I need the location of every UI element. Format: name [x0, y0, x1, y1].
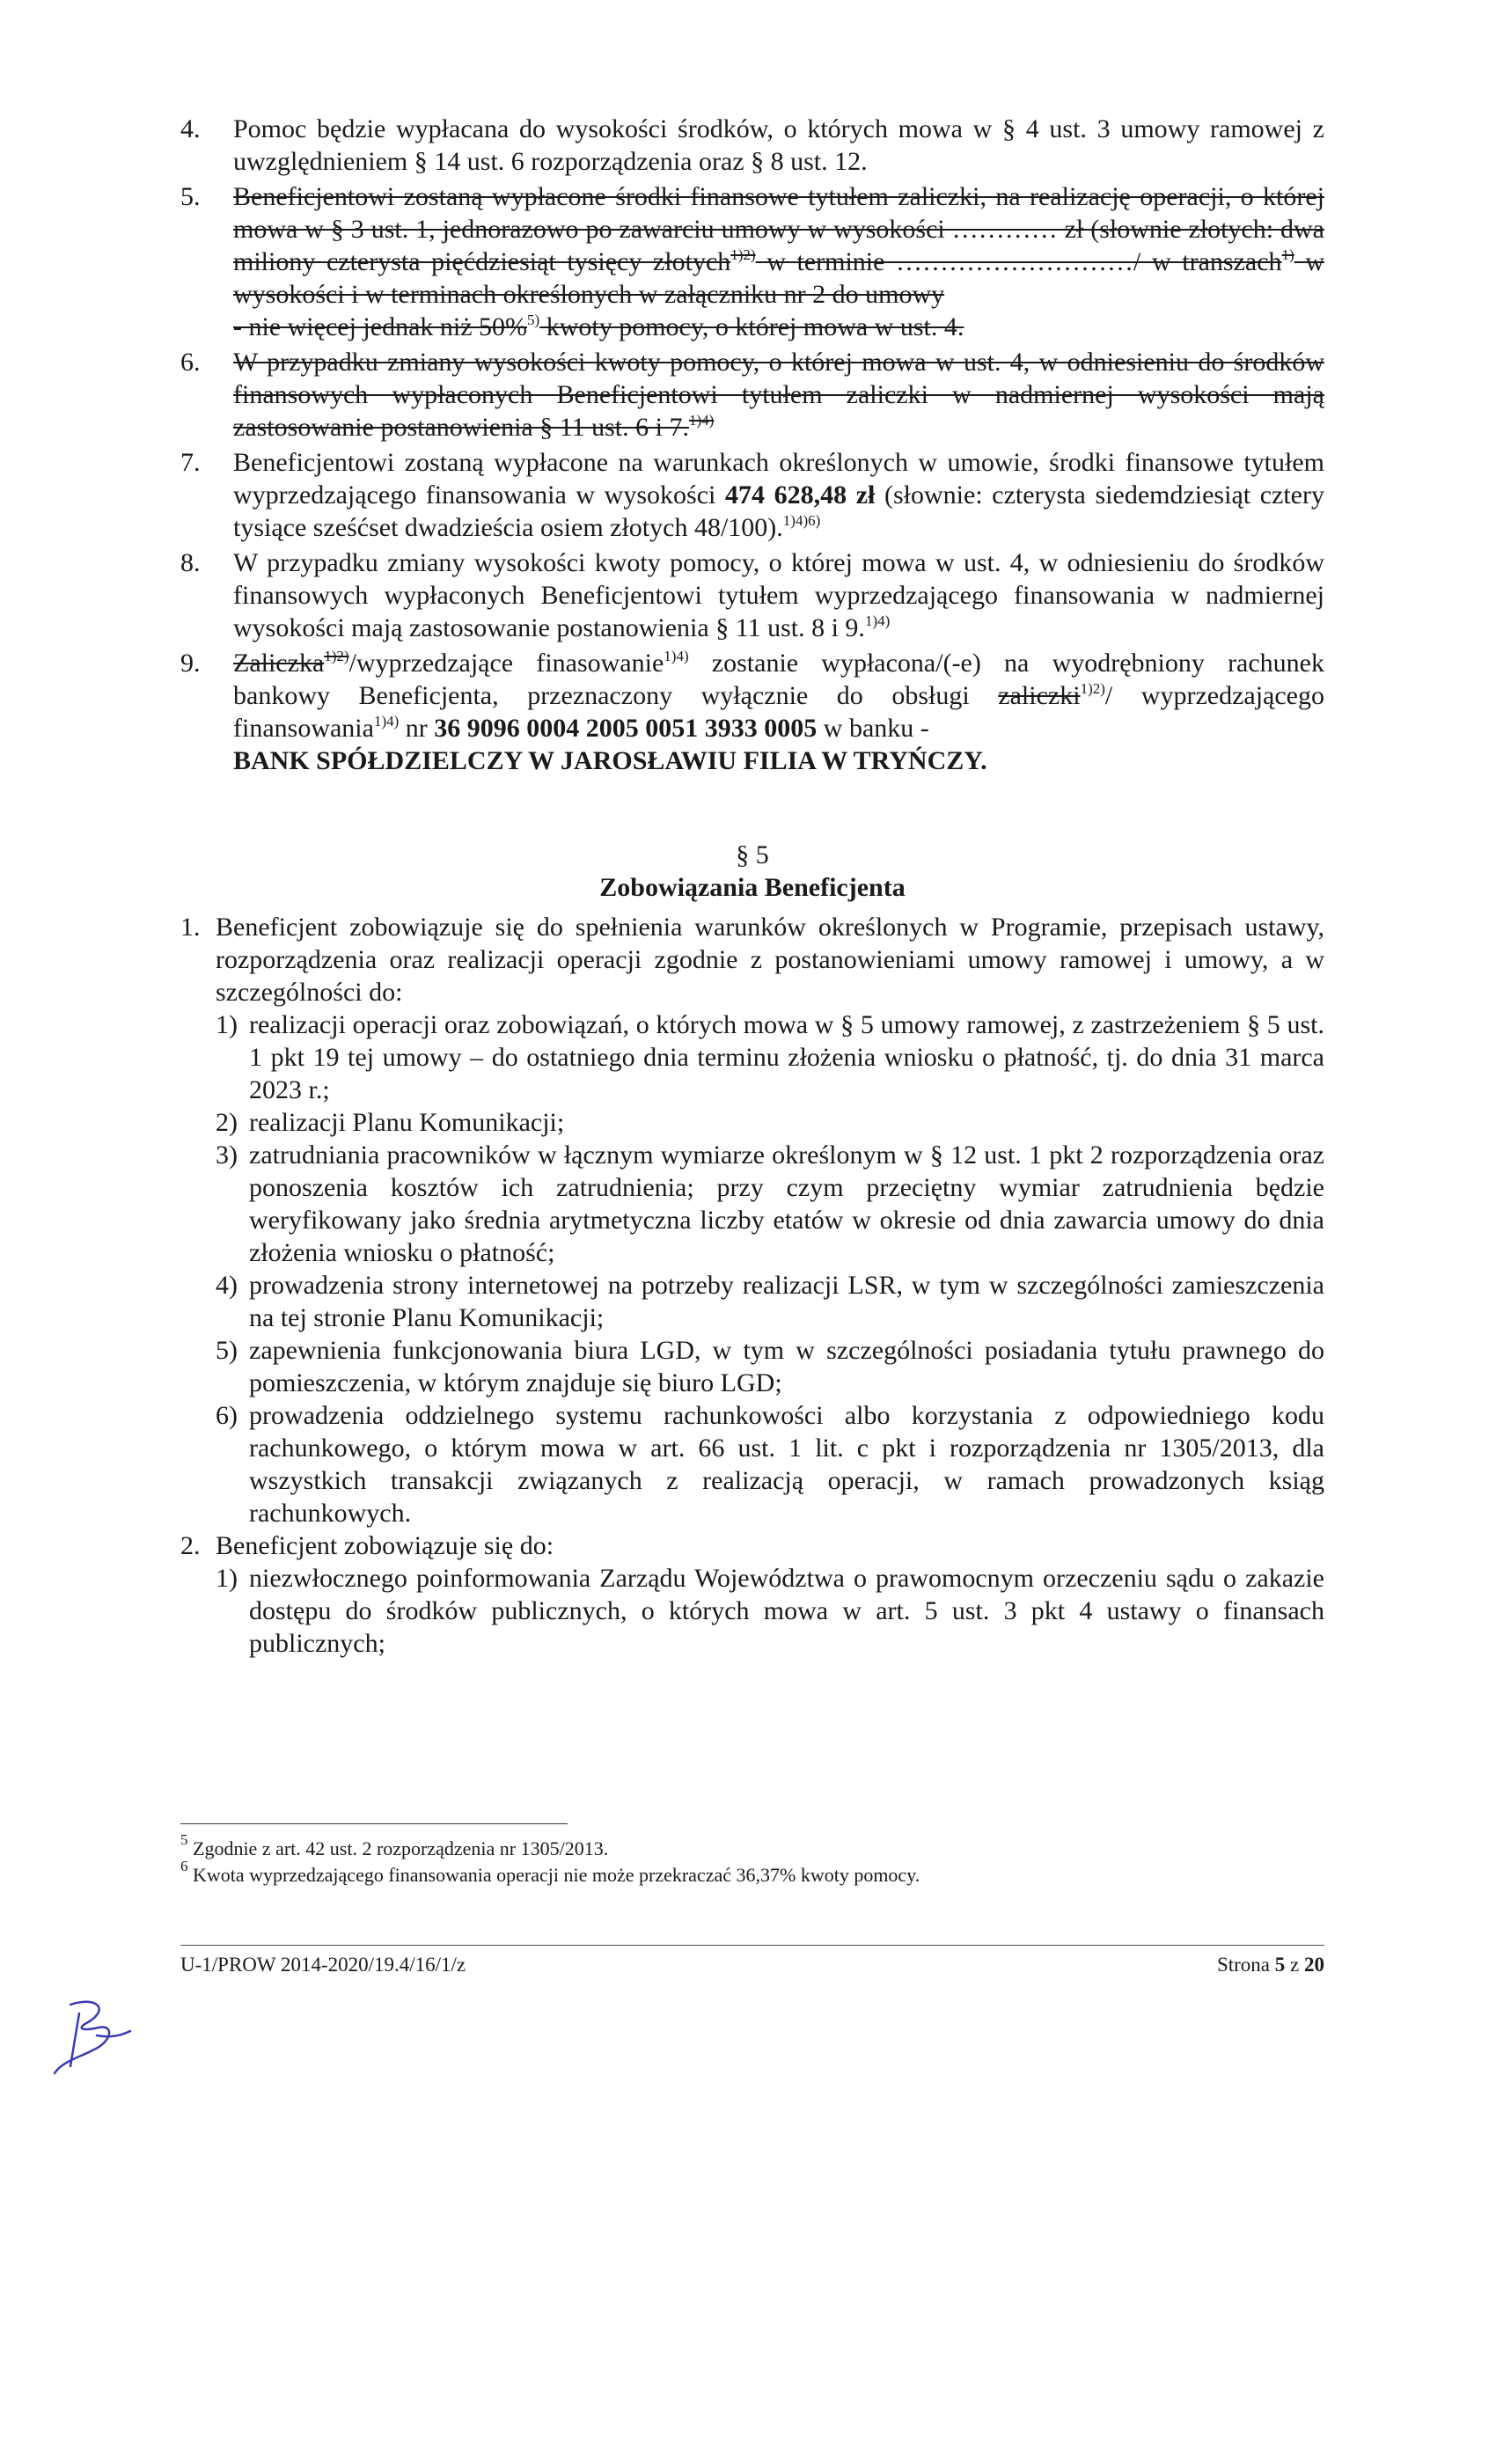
paragraph-text: Pomoc będzie wypłacana do wysokości środków, o których mowa w § 4 ust. 3 umowy ramowej z uwzględnieniem § 14 ust. 6 rozporządzenia oraz § 8 ust. 12. — [233, 114, 1324, 176]
paragraph-text: nr — [399, 714, 435, 743]
footnote-ref: 1)4) — [864, 612, 891, 629]
list-item-text: realizacji Planu Komunikacji; — [249, 1108, 565, 1137]
struck-text: w terminie ………………………/ w transzach — [755, 247, 1282, 276]
list-item — [216, 1106, 1324, 1139]
footnotes — [180, 1831, 1236, 1888]
paragraph-text: Beneficjentowi zostaną wypłacone na warunkach określonych w umowie, środki finansowe tytułem wyprzedzającego finansowania w wysokości — [233, 448, 1324, 510]
footnote-ref: 1) — [1281, 246, 1294, 263]
list-item-number: 3) — [216, 1140, 238, 1170]
list-item — [216, 1399, 1324, 1529]
list-item-text: niezwłocznego poinformowania Zarządu Województwa o prawomocnym orzeczeniu sądu o zakazie dostępu do środków publicznych, o których mowa w art. 5 ust. 3 pkt 4 ustawy o finansach publicznych; — [249, 1564, 1324, 1658]
paragraph-number: 8. — [180, 548, 201, 577]
footnote-mark: 5 — [180, 1831, 188, 1848]
footnote-mark: 6 — [180, 1858, 188, 1874]
page-mid: z — [1285, 1954, 1304, 1976]
struck-text: kwoty pomocy, o której mowa w ust. 4. — [539, 312, 964, 341]
paragraph-9 — [180, 647, 1324, 777]
list-item-text: zatrudniania pracowników w łącznym wymiarze określonym w § 12 ust. 1 pkt 2 rozporządzenia oraz ponoszenia kosztów ich zatrudnienia; przy czym przeciętny wymiar zatrudnienia będzie weryfikowany jako średnia arytmetyczna liczby etatów w okresie od dnia zawarcia umowy do dnia złożenia wniosku o płatność; — [249, 1140, 1324, 1267]
footnote-ref: 1)2) — [730, 246, 756, 263]
paragraph-text: (słownie: czterysta siedemdziesiąt cztery tysiące sześćset dwadzieścia osiem złotych 48/100). — [233, 480, 1324, 542]
paragraph-number: 1. — [180, 913, 201, 942]
paragraph-text: / wyprzedzającego finansowania — [233, 681, 1324, 743]
paragraph-number: 7. — [180, 448, 201, 477]
footnote — [180, 1831, 1236, 1862]
list-item — [216, 1139, 1324, 1269]
section-paragraph-1 — [180, 911, 1324, 1529]
footnote-divider — [180, 1823, 568, 1824]
list-item — [216, 1269, 1324, 1334]
paragraph-6-struck — [180, 346, 1324, 444]
footnote-ref: 1)4) — [688, 412, 715, 429]
footnote — [180, 1858, 1236, 1888]
section-paragraph-2 — [180, 1529, 1324, 1660]
paragraph-7 — [180, 446, 1324, 544]
list-item-number: 1) — [216, 1564, 238, 1593]
amount-value: 474 628,48 zł — [724, 480, 876, 510]
section-mark: § 5 — [736, 840, 769, 869]
paragraph-number: 5. — [180, 182, 201, 211]
bank-name: BANK SPÓŁDZIELCZY W JAROSŁAWIU FILIA W TRYŃCZY. — [233, 746, 987, 775]
list-item-number: 5) — [216, 1336, 238, 1365]
section-title: Zobowiązania Beneficjenta — [599, 873, 906, 902]
struck-text: w wysokości i w terminach określonych w załączniku nr 2 do umowy — [233, 247, 1324, 309]
document-body — [180, 113, 1324, 1660]
paragraph-number: 9. — [180, 649, 201, 678]
struck-text: Beneficjentowi zostaną wypłacone środki finansowe tytułem zaliczki, na realizację operacji, o której mowa w § 3 ust. 1, jednorazowo po zawarciu umowy w wysokości ………… zł (słownie złotych: dwa miliony czterysta pięćdziesiąt tysięcy złotych — [233, 182, 1324, 276]
paragraph-number: 6. — [180, 348, 201, 377]
struck-text: Zaliczka — [233, 649, 325, 678]
struck-text: W przypadku zmiany wysokości kwoty pomocy, o której mowa w ust. 4, w odniesieniu do środków finansowych wypłaconych Beneficjentowi tytułem zaliczki w nadmiernej wysokości mają zastosowanie postanowienia § 11 ust. 6 i 7. — [233, 348, 1324, 442]
footnote-text: Kwota wyprzedzającego finansowania operacji nie może przekraczać 36,37% kwoty pomocy. — [187, 1864, 920, 1886]
list-item-text: zapewnienia funkcjonowania biura LGD, w tym w szczególności posiadania tytułu prawnego do pomieszczenia, w którym znajduje się biuro LGD; — [249, 1336, 1324, 1397]
list-item-number: 1) — [216, 1010, 238, 1039]
paragraph-4 — [180, 113, 1324, 178]
list-item — [216, 1334, 1324, 1399]
footer-divider — [180, 1945, 1324, 1946]
document-code: U-1/PROW 2014-2020/19.4/16/1/z — [180, 1954, 466, 1976]
footnote-ref: 1)4)6) — [782, 512, 821, 529]
current-page: 5 — [1274, 1954, 1286, 1976]
paragraph-number: 4. — [180, 114, 201, 143]
list-item-text: prowadzenia oddzielnego systemu rachunkowości albo korzystania z odpowiedniego kodu rachunkowego, o którym mowa w art. 66 ust. 1 lit. c pkt i rozporządzenia nr 1305/2013, dla wszystkich transakcji związanych z realizacją operacji, w ramach prowadzonych ksiąg rachunkowych. — [249, 1401, 1324, 1528]
list-item-text: prowadzenia strony internetowej na potrzeby realizacji LSR, w tym w szczególności zamieszczenia na tej stronie Planu Komunikacji; — [249, 1271, 1324, 1332]
footnote-ref: 5) — [527, 312, 540, 328]
list-item-number: 4) — [216, 1271, 238, 1300]
paragraph-5-struck — [180, 180, 1324, 343]
page-number — [1217, 1954, 1324, 1976]
paragraph-text: Beneficjent zobowiązuje się do spełnienia warunków określonych w Programie, przepisach ustawy, rozporządzenia oraz realizacji operacji zgodnie z postanowieniami umowy ramowej i umowy, a w szczególności do: — [216, 913, 1324, 1007]
account-number: 36 9096 0004 2005 0051 3933 0005 — [434, 714, 818, 743]
paragraph-text: zostanie wypłacona/(-e) na wyodrębniony rachunek bankowy Beneficjenta, przeznaczony wyłącznie do obsługi — [233, 649, 1325, 710]
signature-icon — [44, 1987, 141, 2084]
page-prefix: Strona — [1216, 1954, 1275, 1976]
list-item-number: 6) — [216, 1401, 238, 1430]
list-item-text: realizacji operacji oraz zobowiązań, o których mowa w § 5 umowy ramowej, z zastrzeżeniem § 5 ust. 1 pkt 19 tej umowy – do ostatniego dnia terminu złożenia wniosku o płatność, tj. do dnia 31 marca 2023 r.; — [249, 1010, 1324, 1104]
paragraph-text: /wyprzedzające finasowanie — [348, 649, 664, 678]
struck-text: - nie więcej jednak niż 50% — [233, 312, 528, 341]
footnote-ref: 1)4) — [373, 713, 400, 730]
struck-text: zaliczki — [998, 681, 1081, 710]
footnote-text: Zgodnie z art. 42 ust. 2 rozporządzenia nr 1305/2013. — [187, 1837, 609, 1859]
list-item — [216, 1008, 1324, 1106]
total-pages: 20 — [1304, 1954, 1324, 1976]
paragraph-text: w banku - — [817, 714, 929, 743]
footnote-ref: 1)2) — [324, 648, 349, 664]
paragraph-8 — [180, 546, 1324, 644]
paragraph-text: Beneficjent zobowiązuje się do: — [216, 1531, 554, 1560]
paragraph-number: 2. — [180, 1531, 201, 1560]
paragraph-text: W przypadku zmiany wysokości kwoty pomocy, o której mowa w ust. 4, w odniesieniu do środków finansowych wypłaconych Beneficjentowi tytułem wyprzedzającego finansowania w nadmiernej wysokości mają zastosowanie postanowienia § 11 ust. 8 i 9. — [233, 548, 1324, 642]
list-item — [216, 1562, 1324, 1660]
list-item-number: 2) — [216, 1108, 238, 1137]
footnote-ref: 1)4) — [664, 648, 689, 664]
footnote-ref: 1)2) — [1080, 680, 1105, 697]
